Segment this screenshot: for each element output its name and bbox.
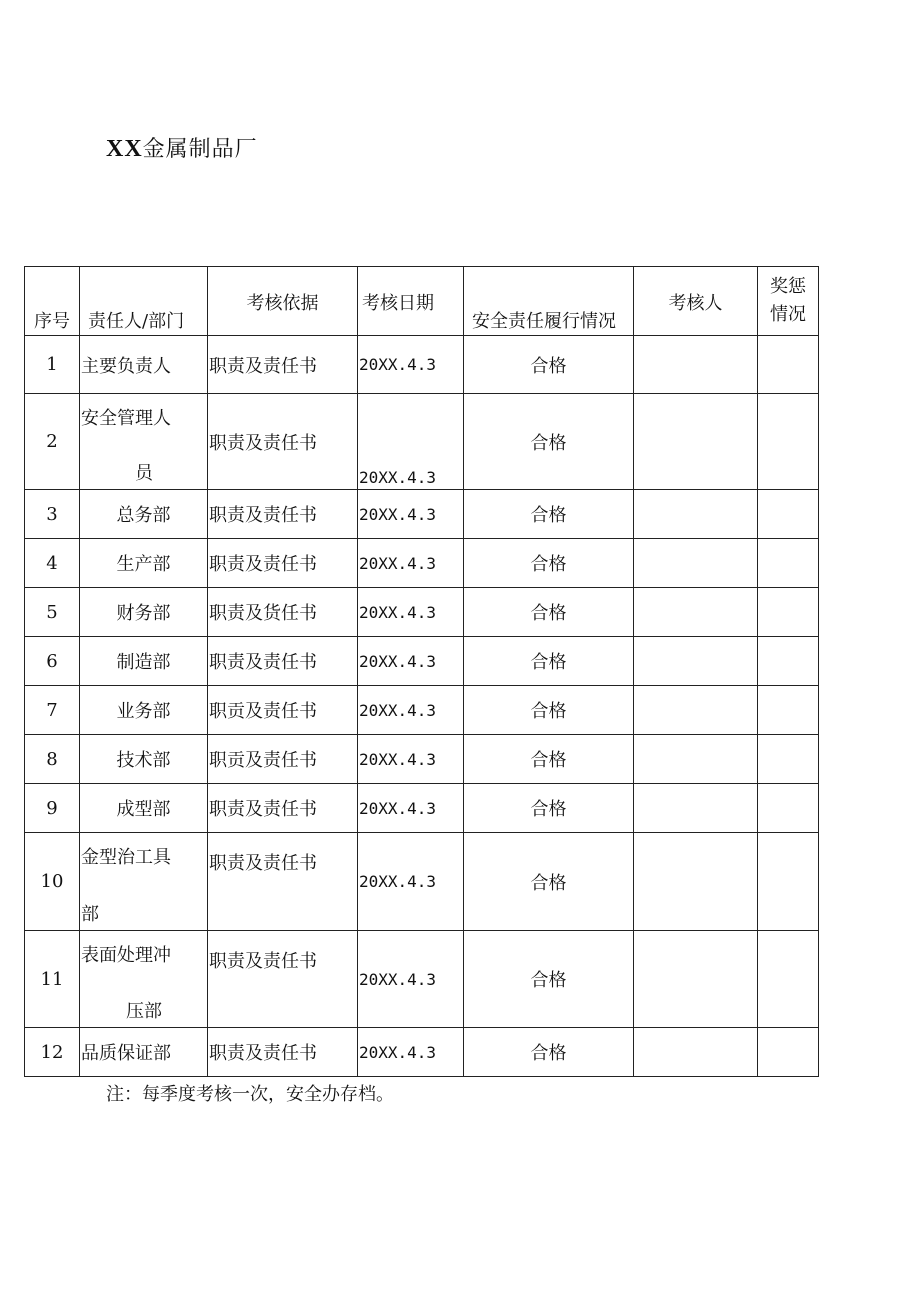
seq-cell: 4 <box>25 539 80 588</box>
basis-text: 职责及责任书 <box>209 853 317 874</box>
reward-cell <box>758 735 819 784</box>
assessor-cell <box>634 490 758 539</box>
result-cell: 合格 <box>464 784 634 833</box>
result-cell: 合格 <box>464 490 634 539</box>
person-line1: 表面处理冲 <box>81 945 171 966</box>
person-cell: 生产部 <box>80 539 208 588</box>
person-cell <box>80 931 208 1028</box>
table-row <box>25 490 819 539</box>
header-status: 安全责任履行情况 <box>472 311 616 332</box>
seq-cell: 2 <box>25 394 80 490</box>
assessor-cell <box>634 588 758 637</box>
date-cell: 20XX.4.3 <box>358 490 464 539</box>
result-cell: 合格 <box>464 1028 634 1077</box>
header-reward <box>758 273 818 329</box>
reward-cell <box>758 490 819 539</box>
assessor-cell <box>634 637 758 686</box>
seq-cell: 8 <box>25 735 80 784</box>
table-row <box>25 336 819 394</box>
reward-cell <box>758 686 819 735</box>
result-cell: 合格 <box>464 539 634 588</box>
seq-cell: 11 <box>25 931 80 1028</box>
result-cell: 合格 <box>464 833 634 931</box>
result-cell: 合格 <box>464 931 634 1028</box>
assessor-cell <box>634 784 758 833</box>
person-cell: 品质保证部 <box>80 1028 208 1077</box>
result-cell: 合格 <box>464 336 634 394</box>
result-cell: 合格 <box>464 394 634 490</box>
table-row <box>25 394 819 490</box>
basis-cell: 职责及责任书 <box>208 490 358 539</box>
document-title <box>106 132 258 163</box>
header-seq-cell <box>25 267 80 336</box>
person-cell <box>80 394 208 490</box>
assessor-cell <box>634 539 758 588</box>
date-cell: 20XX.4.3 <box>358 1028 464 1077</box>
person-line2: 员 <box>135 463 153 484</box>
header-basis-cell <box>208 267 358 336</box>
header-date-cell <box>358 267 464 336</box>
reward-cell <box>758 637 819 686</box>
title-prefix: XX <box>106 136 143 162</box>
basis-cell <box>208 931 358 1028</box>
person-line1: 安全管理人 <box>81 408 171 429</box>
person-cell: 主要负责人 <box>80 336 208 394</box>
reward-cell <box>758 336 819 394</box>
person-cell: 制造部 <box>80 637 208 686</box>
date-cell: 20XX.4.3 <box>358 735 464 784</box>
person-line2: 压部 <box>126 1001 162 1022</box>
date-cell: 20XX.4.3 <box>358 336 464 394</box>
basis-cell: 职贡及责任书 <box>208 735 358 784</box>
result-cell: 合格 <box>464 637 634 686</box>
assessor-cell <box>634 833 758 931</box>
table-row <box>25 784 819 833</box>
header-status-cell <box>464 267 634 336</box>
reward-cell <box>758 539 819 588</box>
assessor-cell <box>634 686 758 735</box>
seq-cell: 9 <box>25 784 80 833</box>
basis-cell <box>208 833 358 931</box>
table-row <box>25 539 819 588</box>
table-row <box>25 735 819 784</box>
assessor-cell <box>634 735 758 784</box>
basis-text: 职责及责任书 <box>209 951 317 972</box>
table-row <box>25 1028 819 1077</box>
result-cell: 合格 <box>464 686 634 735</box>
header-row <box>25 267 819 336</box>
table-row <box>25 588 819 637</box>
reward-cell <box>758 1028 819 1077</box>
reward-cell <box>758 931 819 1028</box>
seq-cell: 10 <box>25 833 80 931</box>
basis-cell: 职责及货任书 <box>208 588 358 637</box>
result-cell: 合格 <box>464 588 634 637</box>
person-cell <box>80 833 208 931</box>
header-seq: 序号 <box>34 311 70 332</box>
person-line1: 金型治工具 <box>81 847 171 868</box>
header-date: 考核日期 <box>362 293 434 314</box>
header-basis: 考核依据 <box>246 293 319 314</box>
header-reward-cell <box>758 267 819 336</box>
seq-cell: 7 <box>25 686 80 735</box>
basis-cell: 职责及责任书 <box>208 1028 358 1077</box>
seq-cell: 12 <box>25 1028 80 1077</box>
person-line2: 部 <box>81 904 99 925</box>
basis-cell: 职责及责任书 <box>208 394 358 490</box>
reward-cell <box>758 394 819 490</box>
assessor-cell <box>634 1028 758 1077</box>
date-cell: 20XX.4.3 <box>358 931 464 1028</box>
date-cell: 20XX.4.3 <box>358 686 464 735</box>
date-cell: 20XX.4.3 <box>358 637 464 686</box>
seq-cell: 6 <box>25 637 80 686</box>
header-person: 责任人/部门 <box>88 311 185 332</box>
footnote: 注：每季度考核一次，安全办存档。 <box>106 1084 394 1105</box>
assessment-table <box>24 266 819 1077</box>
person-cell: 成型部 <box>80 784 208 833</box>
header-assessor: 考核人 <box>668 293 723 314</box>
basis-cell: 职责及责任书 <box>208 784 358 833</box>
date-cell: 20XX.4.3 <box>358 784 464 833</box>
header-reward-line2: 情况 <box>770 304 806 325</box>
seq-cell: 1 <box>25 336 80 394</box>
reward-cell <box>758 588 819 637</box>
assessor-cell <box>634 931 758 1028</box>
header-reward-line1: 奖惩 <box>770 276 806 297</box>
basis-cell: 职责及责任书 <box>208 336 358 394</box>
date-cell <box>358 394 464 490</box>
date-cell: 20XX.4.3 <box>358 588 464 637</box>
table-row <box>25 833 819 931</box>
person-cell: 总务部 <box>80 490 208 539</box>
seq-cell: 5 <box>25 588 80 637</box>
table-row <box>25 931 819 1028</box>
person-cell: 业务部 <box>80 686 208 735</box>
table-row <box>25 686 819 735</box>
header-person-cell <box>80 267 208 336</box>
basis-cell: 职责及责任书 <box>208 539 358 588</box>
date-cell: 20XX.4.3 <box>358 539 464 588</box>
assessor-cell <box>634 394 758 490</box>
date-cell: 20XX.4.3 <box>358 833 464 931</box>
person-cell: 技术部 <box>80 735 208 784</box>
basis-cell: 职责及责任书 <box>208 637 358 686</box>
seq-cell: 3 <box>25 490 80 539</box>
table-row <box>25 637 819 686</box>
person-cell: 财务部 <box>80 588 208 637</box>
assessor-cell <box>634 336 758 394</box>
date-text: 20XX.4.3 <box>359 468 437 487</box>
title-rest: 金属制品厂 <box>142 137 258 162</box>
basis-cell: 职贡及责任书 <box>208 686 358 735</box>
header-assessor-cell <box>634 267 758 336</box>
reward-cell <box>758 833 819 931</box>
result-cell: 合格 <box>464 735 634 784</box>
reward-cell <box>758 784 819 833</box>
